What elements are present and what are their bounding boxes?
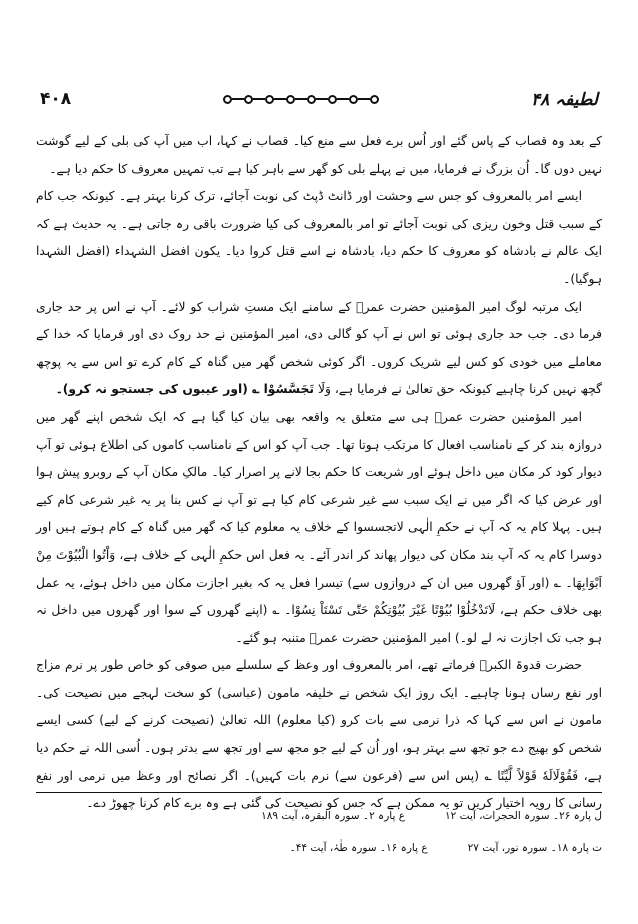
text-line: دوں گا۔ اُن بزرگ نے فرمایا، میں نے پہلے بلی کو گھر سے باہر کیا ہے تب تمہیں معروف کا حکم دیا ہے۔ [49,161,575,176]
text-line: معلوم کیا کہ گھر میں گناہ کے کام ہوتے ہیں اور دوسرا کام یہ کہ آپ بند مکان کی دیوار پھاند کر اندر آئے۔ یہ فعل اس حکمِ الٰہی [36,520,602,562]
footnote: ل پارہ ۲۶۔ سورہ الحجرات، آیت ۱۲ [445,810,602,822]
text-line: ایسے امر بالمعروف کو جس سے وحشت اور ڈانٹ ڈپٹ کی نوبت آجائے، ترک کرنا بہتر ہے۔ کیونکہ جب کام کے سبب [36,189,602,231]
footnote: ع پارہ ۲۔ سورہ البقرہ، آیت ۱۸۹ [261,810,406,822]
body-text [36,128,602,818]
text-line: امیر المؤمنین حضرت عمرؓ ہی سے متعلق یہ واقعہ بھی بیان کیا گیا ہے کہ ایک شخص اپنے گھر میں دروازہ بند کر کے نامناسب [36,409,602,452]
text-line: حد جاری ہوئی تو اس نے آپ کو گالی دی، امیر المؤمنین نے حد روک دی اور فرمایا کہ خدا کے معاملے میں خودی کو کس لیے [36,327,602,369]
text-line: ایک مرتبہ لوگ امیر المؤمنین حضرت عمرؓ کے سامنے ایک مستِ شراب کو لائے۔ آپ نے اس پر حد جاری فرما دی۔ جب [36,299,603,342]
text-line: شریک کروں۔ اگر کوئی شخص گھر میں گناہ کے کام کرے تو اس سے یہ پوچھ گچھ نہیں کرنا چاہیے کیونکہ حق تعالیٰ نے فرمایا ہے، وَلَا [36,354,602,397]
text-line: کو معروف کا حکم دیا، بادشاہ نے اسے قتل کروا دیا۔ یکون افضل الشہداء (افضل الشہدا ہوگیا)۔ [36,244,602,286]
text-line: تَجَسَّسُوْا ؎ (اور عیبوں کی جستجو نہ کرو)۔ [55,382,315,397]
footnote-row [36,832,602,864]
text-line: کے خلاف ہے، وَاْتُوا الْبُیُوْتَ مِنْ اَبْوَابِھَا۔ ؎ (اور آؤ گھروں میں ان کے دروازوں سے) تیسرا فعل یہ کہ بغیر اجازت [36,547,602,590]
text-line: اور شریعت کا حکم بجا لانے پر اصرار کیا۔ مالکِ مکان آپ کے روبرو پیش ہوا اور عرض کیا کہ اگر میں نے ایک سبب سے غیر [36,465,602,507]
paragraph-5 [36,652,602,818]
text-line: مجھ سے اور تجھ سے بدتر ہوں۔ اُسی اللہ نے حکم دیا ہے، فَقُوْلَالَهٗ قَوْلاً لَّیِّنًا ؎ (پس اس سے (فرعون سے) نرم بات [36,741,602,783]
section-title: لطیفہ ۴۸ [530,89,598,110]
text-line: حضرت قدوۃ الکبرؒ فرماتے تھے، امر بالمعروف اور وعظ کے سلسلے میں صوفی کو خاص طور پر نرم مزاج اور نفع رساں ہونا [36,658,602,700]
text-line: مکان میں داخل ہوئے، یہ عمل بھی خلاف حکم ہے، لَاتَدْخُلُوْا بُیُوْتًا غَیْرَ بُیُوْتِکُمْ حَتّٰی تَسْتَاْ نِسُوْا۔ ؎ (اپنے گھروں [36,575,602,618]
text-line: بات کرو (کیا معلوم) اللہ تعالیٰ (نصیحت کرنے کے لیے) کسی ایسے شخص کو بھیج دے جو تجھ سے بہتر ہو، اور اُن کے لیے جو [36,713,602,756]
text-line: کے سوا اور گھروں میں داخل نہ ہو جب تک اجازت نہ لے لو۔) امیر المؤمنین حضرت عمرؓ متنبہ ہو گئے۔ [36,603,602,645]
paragraph-2 [36,183,602,293]
text-line: چاہیے۔ ایک روز ایک شخص نے خلیفہ مامون (عباسی) کو سخت لہجے میں نصیحت کی۔ مامون نے اس سے کہا کہ ذرا نرمی سے [36,685,602,728]
paragraph-4 [36,404,602,652]
footnotes [36,800,602,864]
text-line: قتل وخون ریزی کی نوبت آجائے تو امر بالمعروف کی کیا ضرورت باقی رہ جاتی ہے۔ یہ حدیث ہے کہ ایک عالم نے بادشاہ [36,216,602,259]
text-line: کرنا چھوڑ دے۔ [86,796,160,811]
header-ornament-icon [223,95,379,104]
text-line: کہیں)۔ اگر نصائح اور وعظ میں نرمی اور نفع رسانی کا رویہ اختیار کریں تو یہ ممکن ہے کہ جس کو نصیحت کی گئی ہے وہ برے کام [36,768,602,811]
footnote: ع پارہ ۱۶۔ سورہ طٰہٰ، آیت ۴۴۔ [289,842,428,854]
footnote-divider [36,792,602,793]
paragraph-1 [36,128,602,183]
text-line: کے بعد وہ قصاب کے پاس گئے اور اُس برے فعل سے منع کیا۔ قصاب نے کہا، اب میں آپ کی بلی کے لیے گوشت نہیں [36,134,602,176]
text-line: شرعی کام کیا ہے تو آپ نے کس بنا پر یہ غیر شرعی کام کیے ہیں۔ پہلا کام یہ کہ آپ نے حکمِ الٰہی لاتجسسوا کے خلاف یہ [36,492,602,535]
page-header [40,84,598,114]
footnote: ت پارہ ۱۸۔ سورہ نور، آیت ۲۷ [467,842,602,854]
page-number: ۴۰۸ [40,89,72,109]
paragraph-3 [36,294,602,404]
footnote-row [36,800,602,832]
text-line: افعال کا مرتکب ہوتا تھا۔ جب آپ کو اس کے نامناسب کاموں کی اطلاع ہوئی تو آپ دیوار کود کر مکان میں داخل ہوئے [36,437,602,480]
